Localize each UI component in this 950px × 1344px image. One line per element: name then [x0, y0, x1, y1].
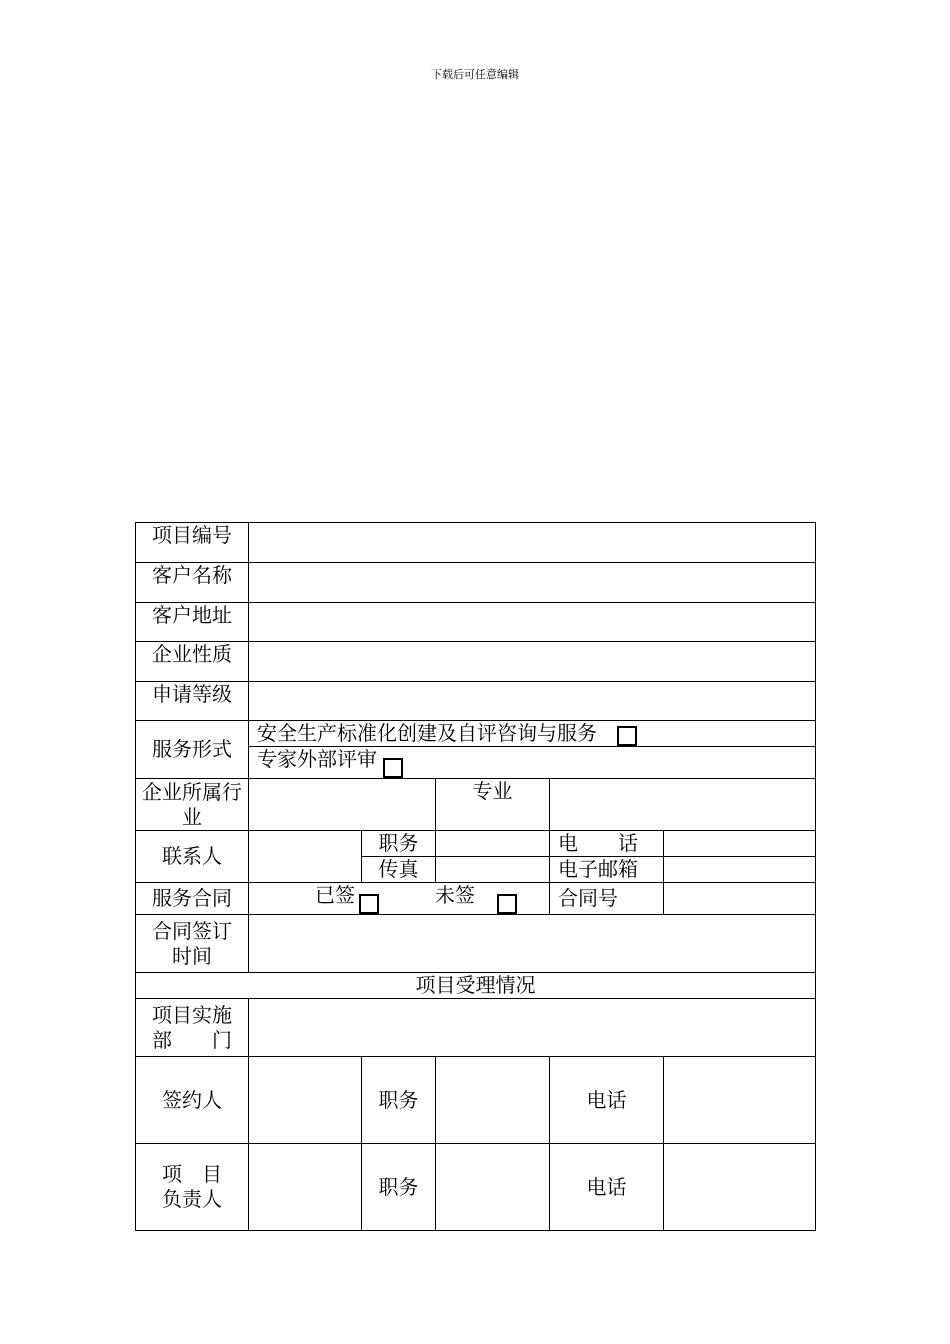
- label-position: 职务: [362, 831, 436, 857]
- application-form-table: [135, 522, 816, 1231]
- field-client-address[interactable]: [249, 603, 816, 642]
- label-leader-position: 职务: [362, 1144, 436, 1231]
- row-project-no: [136, 523, 816, 563]
- label-contact: 联系人: [136, 831, 249, 883]
- row-signer: [136, 1057, 816, 1144]
- contract-unsigned-label: 未签: [435, 883, 475, 907]
- label-service-form: 服务形式: [136, 721, 249, 779]
- service-option-1-label: 安全生产标准化创建及自评咨询与服务: [257, 721, 597, 745]
- checkbox-icon[interactable]: [617, 726, 637, 746]
- header-note: 下载后可任意编辑: [431, 68, 519, 81]
- row-industry: [136, 779, 816, 831]
- field-leader[interactable]: [249, 1144, 362, 1231]
- contract-signed-label: 已签: [315, 883, 355, 907]
- label-apply-level: 申请等级: [136, 682, 249, 721]
- label-industry: 企业所属行业: [136, 779, 249, 831]
- label-phone: 电 话: [550, 831, 664, 857]
- label-client-address: 客户地址: [136, 603, 249, 642]
- label-impl-dept-line2: 部 门: [152, 1027, 232, 1052]
- row-apply-level: [136, 682, 816, 721]
- label-contract: 服务合同: [136, 883, 249, 915]
- row-contract: [136, 883, 816, 915]
- service-option-1[interactable]: [249, 721, 816, 747]
- field-major[interactable]: [550, 779, 816, 831]
- acceptance-heading: 项目受理情况: [136, 973, 816, 999]
- label-major: 专业: [436, 779, 550, 831]
- row-service-form-1: [136, 721, 816, 747]
- field-signer[interactable]: [249, 1057, 362, 1144]
- row-impl-dept: [136, 999, 816, 1057]
- label-leader-line2: 负责人: [162, 1187, 222, 1211]
- row-contact-1: [136, 831, 816, 857]
- field-client-name[interactable]: [249, 563, 816, 603]
- label-impl-dept: [136, 999, 249, 1057]
- label-client-name: 客户名称: [136, 563, 249, 603]
- label-email: 电子邮箱: [550, 857, 664, 883]
- service-option-2-label: 专家外部评审: [257, 747, 377, 771]
- row-leader: [136, 1144, 816, 1231]
- field-signer-phone[interactable]: [664, 1057, 816, 1144]
- field-contact[interactable]: [249, 831, 362, 883]
- field-enterprise-nature[interactable]: [249, 642, 816, 682]
- field-leader-position[interactable]: [436, 1144, 550, 1231]
- label-enterprise-nature: 企业性质: [136, 642, 249, 682]
- field-contract-time[interactable]: [249, 915, 816, 973]
- field-position[interactable]: [436, 831, 550, 857]
- label-fax: 传真: [362, 857, 436, 883]
- label-project-no: 项目编号: [136, 523, 249, 563]
- field-contract-no[interactable]: [664, 883, 816, 915]
- label-contract-no: 合同号: [550, 883, 664, 915]
- contract-status: [249, 883, 550, 915]
- field-fax[interactable]: [436, 857, 550, 883]
- field-email[interactable]: [664, 857, 816, 883]
- label-leader: [136, 1144, 249, 1231]
- field-project-no[interactable]: [249, 523, 816, 563]
- row-client-name: [136, 563, 816, 603]
- label-leader-phone: 电话: [550, 1144, 664, 1231]
- field-phone[interactable]: [664, 831, 816, 857]
- field-industry[interactable]: [249, 779, 436, 831]
- label-impl-dept-line1: 项目实施: [152, 1002, 232, 1027]
- row-acceptance-heading: [136, 973, 816, 999]
- label-leader-line1: 项 目: [162, 1162, 222, 1186]
- label-contract-time: 合同签订时间: [136, 915, 249, 973]
- row-contract-time: [136, 915, 816, 973]
- service-option-2[interactable]: [249, 747, 816, 779]
- checkbox-icon[interactable]: [383, 758, 403, 778]
- row-client-address: [136, 603, 816, 642]
- label-signer-position: 职务: [362, 1057, 436, 1144]
- label-signer: 签约人: [136, 1057, 249, 1144]
- field-impl-dept[interactable]: [249, 999, 816, 1057]
- field-apply-level[interactable]: [249, 682, 816, 721]
- row-enterprise-nature: [136, 642, 816, 682]
- label-signer-phone: 电话: [550, 1057, 664, 1144]
- checkbox-icon[interactable]: [359, 894, 379, 914]
- field-signer-position[interactable]: [436, 1057, 550, 1144]
- checkbox-icon[interactable]: [497, 894, 517, 914]
- field-leader-phone[interactable]: [664, 1144, 816, 1231]
